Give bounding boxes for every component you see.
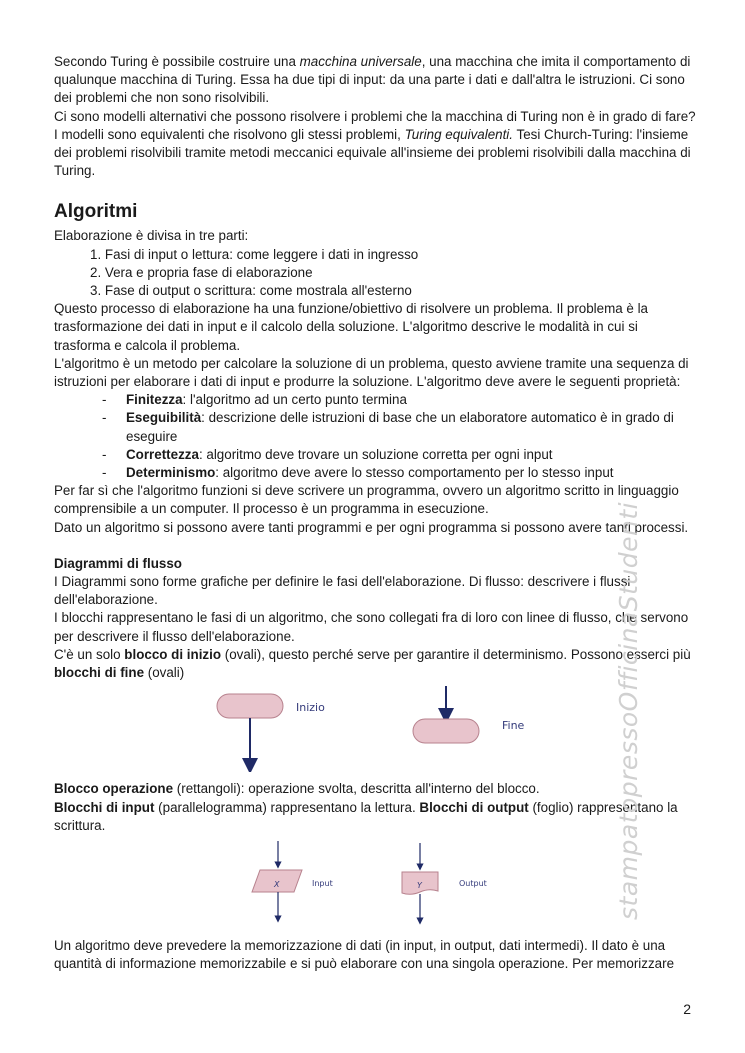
algoritmi-paragraph-3: Per far sì che l'algoritmo funzioni si deve scrivere un programma, ovvero un algoritmo scritto in linguaggio comprensibile a un computer. Il processo è un programma in esecuzione. (54, 483, 679, 517)
intro-paragraph-1: Secondo Turing è possibile costruire una macchina universale, una macchina che imita il comportamento di qualunque macchina di Turing. Essa ha due tipi di input: da una parte i dati e dall'altra le istruzioni. Ci sono dei problemi che non sono risolvibili. (54, 54, 691, 106)
phase-item: 3. Fase di output o scrittura: come mostrala all'esterno (90, 283, 412, 299)
dash-bullet: - (102, 446, 107, 462)
property-item: - Correttezza: algoritmo deve trovare un soluzione corretta per ogni input (54, 446, 696, 464)
start-end-diagram (54, 686, 696, 772)
end-oval (413, 719, 479, 743)
property-item: - Finitezza: l'algoritmo ad un certo punto termina (54, 391, 696, 409)
dash-bullet: - (102, 465, 107, 481)
algoritmi-lead: Elaborazione è divisa in tre parti: (54, 228, 249, 244)
diagrammi-paragraph-2: I blocchi rappresentano le fasi di un algoritmo, che sono collegati fra di loro con linee di flusso, che servono per descrivere il flusso dell'elaborazione. (54, 610, 689, 644)
start-oval (217, 694, 283, 718)
start-end-svg (54, 686, 696, 772)
diagrammi-paragraph-6: Un algoritmo deve prevedere la memorizzazione di dati (in input, in output, dati intermedi). Il dato è una quantità di informazione memorizzabile e si può elaborare con una singola operazione. Per memorizzare (54, 937, 675, 972)
property-item: - Determinismo: algoritmo deve avere lo stesso comportamento per lo stesso input (54, 464, 696, 482)
phase-item: 2. Vera e propria fase di elaborazione (90, 264, 313, 280)
properties-list (54, 391, 696, 482)
end-label: Fine (502, 719, 525, 733)
output-variable-label: Y (417, 880, 422, 890)
algoritmi-paragraph-1: Questo processo di elaborazione ha una funzione/obiettivo di risolvere un problema. Il problema è la trasformazione dei dati in input e il calcolo della soluzione. L'algoritmo descrive le modalità in cui si trasforma e calcola il problema. (54, 301, 649, 353)
phases-list (54, 246, 696, 301)
section-heading-algoritmi: Algoritmi (54, 201, 138, 223)
input-label: Input (312, 878, 333, 888)
dash-bullet: - (102, 392, 107, 408)
watermark: stampatopressoOfficinaStudenti (614, 501, 643, 920)
page-number: 2 (683, 1001, 691, 1017)
input-variable-label: X (274, 879, 280, 889)
diagrammi-paragraph-5: Blocchi di input (parallelogramma) rappresentano la lettura. Blocchi di output (foglio) rappresentano la scrittura. (54, 799, 678, 833)
diagrammi-paragraph-4: Blocco operazione (rettangoli): operazione svolta, descritta all'interno del blocco. (54, 781, 540, 797)
start-label: Inizio (296, 701, 325, 715)
phase-item: 1. Fasi di input o lettura: come leggere i dati in ingresso (90, 246, 419, 262)
section-heading-diagrammi: Diagrammi di flusso (54, 555, 182, 571)
page-content (54, 53, 696, 973)
diagrammi-paragraph-3: C'è un solo blocco di inizio (ovali), questo perché serve per garantire il determinismo. Possono esserci più blocchi di fine (ovali) (54, 646, 691, 681)
algoritmi-paragraph-2: L'algoritmo è un metodo per calcolare la soluzione di un problema, questo avviene tramite una sequenza di istruzioni per elaborare i dati di input e produrre la soluzione. L'algoritmo deve avere le seguenti proprietà: (54, 355, 689, 390)
input-output-svg (54, 841, 696, 933)
property-item: - Eseguibilità: descrizione delle istruzioni di base che un elaboratore automatico è in grado di eseguire (102, 410, 674, 444)
input-output-diagram (54, 841, 696, 933)
algoritmi-paragraph-4: Dato un algoritmo si possono avere tanti programmi e per ogni programma si possono avere tanti processi. (54, 519, 689, 535)
diagrammi-paragraph-1: I Diagrammi sono forme grafiche per definire le fasi dell'elaborazione. Di flusso: descrivere i flussi dell'elaborazione. (54, 574, 631, 608)
output-label: Output (459, 878, 487, 888)
dash-bullet: - (102, 410, 107, 426)
intro-paragraph-2: Ci sono modelli alternativi che possono risolvere i problemi che la macchina di Turing non è in grado di fare? I modelli sono equivalenti che risolvono gli stessi problemi, Turing equivalenti. Tesi Church-Turing: l'insieme dei problemi risolvibili tramite metodi meccanici equivale all'insieme dei problemi risolvibili dalla macchina di Turing. (54, 108, 696, 179)
